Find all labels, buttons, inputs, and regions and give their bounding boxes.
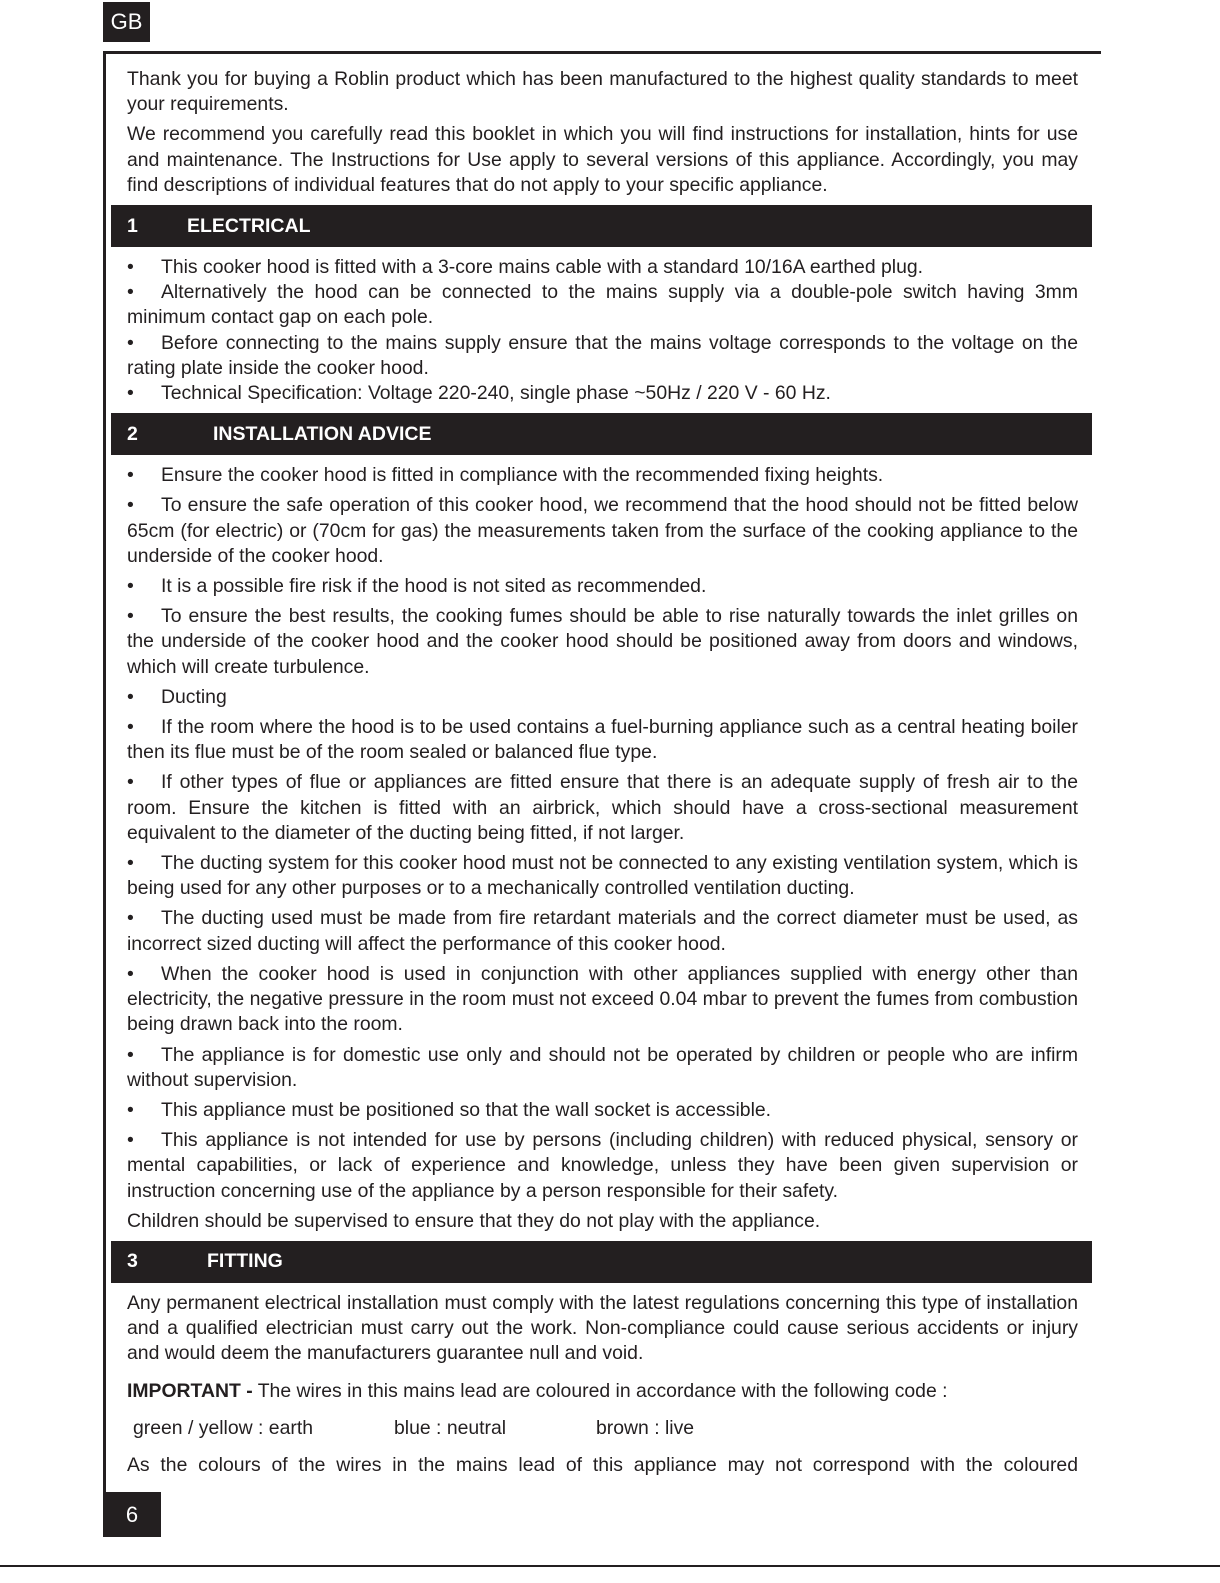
list-item: • It is a possible fire risk if the hood is not sited as recommended. <box>127 574 1078 599</box>
section-number: 1 <box>127 214 138 237</box>
wire-earth: green / yellow : earth <box>133 1416 313 1439</box>
bullet-icon: • <box>127 716 134 739</box>
bullet-icon: • <box>127 1098 134 1121</box>
list-item: • This cooker hood is fitted with a 3-core mains cable with a standard 10/16A earthed plug. <box>127 255 1078 280</box>
page-number: 6 <box>103 1492 161 1537</box>
list-item: • The ducting system for this cooker hood must not be connected to any existing ventilation system, which is being used for any other purposes or to a mechanically controlled ventilation ducting. <box>127 852 1078 900</box>
bullet-icon: • <box>127 605 134 628</box>
list-item: • Ensure the cooker hood is fitted in compliance with the recommended fixing heights. <box>127 463 1078 488</box>
bullet-icon: • <box>127 281 134 304</box>
list-item: • This appliance must be positioned so that the wall socket is accessible. <box>127 1098 1078 1123</box>
list-item: • The appliance is for domestic use only and should not be operated by children or people who are infirm without supervision. <box>127 1043 1078 1091</box>
list-item: • To ensure the safe operation of this cooker hood, we recommend that the hood should not be fitted below 65cm (for electric) or (70cm for gas) the measurements taken from the surface of the cooking appliance to the underside of the cooker hood. <box>127 494 1078 567</box>
list-item: • To ensure the best results, the cooking fumes should be able to rise naturally towards the inlet grilles on the underside of the cooker hood and the cooker hood should be positioned away from doors and windows, which will create turbulence. <box>127 605 1078 678</box>
closing-paragraph: Children should be supervised to ensure that they do not play with the appliance. <box>127 1209 821 1232</box>
intro-paragraph-2: We recommend you carefully read this booklet in which you will find instructions for installation, hints for use and maintenance. The Instructions for Use apply to several versions of this appliance. Accordingly, you may find descriptions of individual features that do not apply to your specific appliance. <box>127 123 1078 196</box>
list-item: • Before connecting to the mains supply ensure that the mains voltage corresponds to the voltage on the rating plate inside the cooker hood. <box>127 331 1078 379</box>
bottom-rule <box>0 1565 1220 1567</box>
bullet-icon: • <box>127 685 134 708</box>
bullet-icon: • <box>127 382 134 405</box>
section-number: 2 <box>127 422 138 445</box>
bullet-icon: • <box>127 575 134 598</box>
wire-live: brown : live <box>596 1416 695 1439</box>
section-number: 3 <box>127 1250 138 1273</box>
list-item: • Ducting <box>127 685 1078 710</box>
important-note <box>127 1379 1078 1404</box>
list-item: • Alternatively the hood can be connected to the mains supply via a double-pole switch having 3mm minimum contact gap on each pole. <box>127 281 1078 329</box>
bullet-icon: • <box>127 852 134 875</box>
section-title: FITTING <box>207 1250 283 1273</box>
bullet-icon: • <box>127 256 134 279</box>
bullet-icon: • <box>127 494 134 517</box>
section-title: ELECTRICAL <box>187 214 311 237</box>
bullet-icon: • <box>127 907 134 930</box>
top-rule <box>103 51 1101 54</box>
fitting-paragraph: Any permanent electrical installation must comply with the latest regulations concerning this type of installation and a qualified electrician must carry out the work. Non-compliance could cause serious accidents or injury and would deem the manufacturers guarantee null and void. <box>127 1291 1078 1365</box>
list-item: • When the cooker hood is used in conjunction with other appliances supplied with energy other than electricity, the negative pressure in the room must not exceed 0.04 mbar to prevent the fumes from combustion being drawn back into the room. <box>127 962 1078 1036</box>
list-item: • If the room where the hood is to be used contains a fuel-burning appliance such as a central heating boiler then its flue must be of the room sealed or balanced flue type. <box>127 716 1078 764</box>
important-label: IMPORTANT - <box>127 1379 253 1402</box>
bullet-icon: • <box>127 1129 134 1152</box>
list-item: • This appliance is not intended for use by persons (including children) with reduced physical, sensory or mental capabilities, or lack of experience and knowledge, unless they have been given supervision or instruction concerning use of the appliance by a person responsible for their safety. <box>127 1129 1078 1202</box>
section-header-fitting <box>111 1241 1092 1283</box>
important-text: The wires in this mains lead are coloured in accordance with the following code : <box>252 1379 948 1402</box>
wire-neutral: blue : neutral <box>394 1416 507 1439</box>
bullet-icon: • <box>127 331 134 354</box>
page-content <box>111 67 1092 1478</box>
bullet-icon: • <box>127 464 134 487</box>
bullet-icon: • <box>127 962 134 985</box>
bullet-icon: • <box>127 1043 134 1066</box>
left-rule <box>103 51 106 1493</box>
language-tab: GB <box>103 2 150 42</box>
bullet-icon: • <box>127 771 134 794</box>
section-header-electrical <box>111 205 1092 247</box>
list-item: • If other types of flue or appliances are fitted ensure that there is an adequate supply of fresh air to the room. Ensure the kitchen is fitted with an airbrick, which should have a cross-sectional measurement equivalent to the diameter of the ducting being fitted, if not larger. <box>127 771 1078 844</box>
wire-colour-code <box>133 1416 1078 1441</box>
list-item: • The ducting used must be made from fire retardant materials and the correct diameter must be used, as incorrect sized ducting will affect the performance of this cooker hood. <box>127 907 1078 955</box>
list-item: • Technical Specification: Voltage 220-240, single phase ~50Hz / 220 V - 60 Hz. <box>127 381 1078 406</box>
section-header-installation-advice <box>111 413 1092 455</box>
intro-paragraph-1: Thank you for buying a Roblin product which has been manufactured to the highest quality standards to meet your requirements. <box>127 68 1078 116</box>
trailing-paragraph: As the colours of the wires in the mains lead of this appliance may not correspond with the coloured <box>127 1453 1078 1476</box>
section-title: INSTALLATION ADVICE <box>213 422 432 445</box>
